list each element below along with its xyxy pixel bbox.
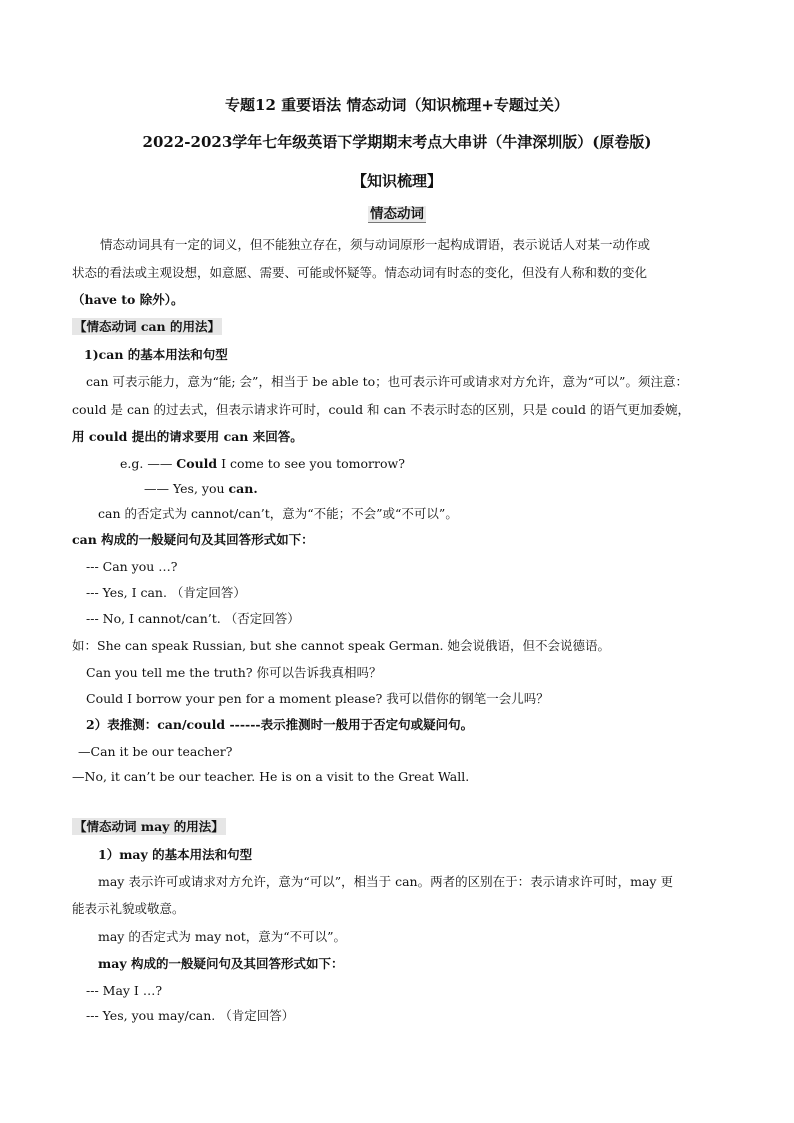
example-line-1: e.g. —— Could I come to see you tomorrow?	[120, 456, 405, 471]
page-title: 专题12 重要语法 情态动词（知识梳理+专题过关）	[225, 96, 569, 114]
example-line-2: —— Yes, you can.	[144, 481, 258, 496]
dialogue-line-2: —No, it can’t be our teacher. He is on a visit to the Great Wall.	[72, 769, 470, 784]
section-title: 【知识梳理】	[351, 172, 442, 190]
can-question-heading: can 构成的一般疑问句及其回答形式如下：	[72, 532, 314, 547]
can-negative-form: can 的否定式为 cannot/can’t，意为“不能；不会”或“不可以”。	[98, 506, 458, 521]
may-sub-heading-1: 1）may 的基本用法和句型	[98, 847, 253, 862]
can-sub-heading-2: 2）表推测：can/could ------表示推测时一般用于否定句或疑问句。	[86, 717, 474, 732]
topic-heading: 情态动词	[370, 206, 424, 222]
may-question-1: --- May I …?	[86, 983, 163, 998]
may-negative-form: may 的否定式为 may not，意为“不可以”。	[98, 929, 347, 944]
may-section-heading: 【情态动词 may 的用法】	[74, 819, 224, 834]
can-question-1: --- Can you …?	[86, 559, 178, 574]
can-question-2: --- Yes, I can. （肯定回答）	[86, 585, 246, 600]
intro-line-2: 状态的看法或主观设想，如意愿、需要、可能或怀疑等。情态动词有时态的变化，但没有人称和数的变化	[72, 265, 648, 280]
can-paragraph-line-2: could 是 can 的过去式，但表示请求许可时，could 和 can 不表示时态的区别，只是 could 的语气更加委婉，	[72, 402, 691, 417]
can-example-1: 如：She can speak Russian, but she cannot speak German. 她会说俄语，但不会说德语。	[72, 638, 610, 653]
can-paragraph-line-3: 用 could 提出的请求要用 can 来回答。	[72, 429, 303, 444]
can-example-3: Could I borrow your pen for a moment please? 我可以借你的钢笔一会儿吗？	[86, 691, 549, 706]
dialogue-line-1: —Can it be our teacher?	[78, 744, 233, 759]
may-paragraph-line-1: may 表示许可或请求对方允许，意为“可以”，相当于 can。两者的区别在于：表示请求许可时，may 更	[98, 874, 673, 889]
page-subtitle: 2022-2023学年七年级英语下学期期末考点大串讲（牛津深圳版）(原卷版)	[142, 133, 652, 151]
can-sub-heading-1: 1)can 的基本用法和句型	[84, 347, 228, 362]
may-question-heading: may 构成的一般疑问句及其回答形式如下：	[98, 956, 344, 971]
intro-line-1: 情态动词具有一定的词义，但不能独立存在，须与动词原形一起构成谓语，表示说话人对某一动作或	[100, 237, 651, 252]
can-question-3: --- No, I cannot/can’t. （否定回答）	[86, 611, 300, 626]
intro-line-3: （have to 除外）。	[72, 292, 184, 307]
can-section-heading: 【情态动词 can 的用法】	[74, 319, 221, 334]
can-paragraph-line-1: can 可表示能力，意为“能; 会”，相当于 be able to；也可表示许可或请求对方允许，意为“可以”。须注意：	[86, 374, 688, 389]
may-question-2: --- Yes, you may/can. （肯定回答）	[86, 1008, 295, 1023]
can-example-2: Can you tell me the truth? 你可以告诉我真相吗？	[86, 665, 382, 680]
may-paragraph-line-2: 能表示礼貌或敬意。	[72, 901, 185, 916]
